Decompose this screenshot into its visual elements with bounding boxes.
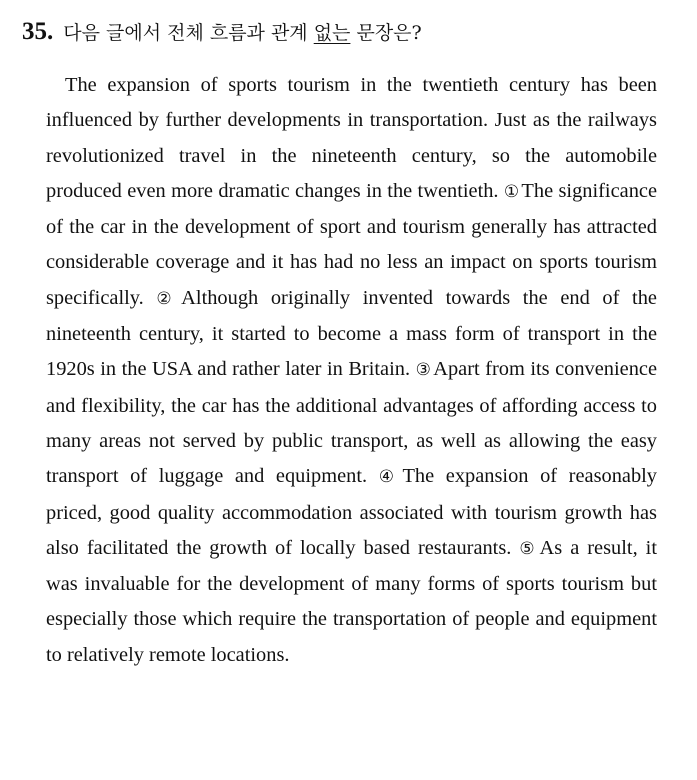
sentence-3: Apart from its convenience and flexibility, the car has the additional advantages of affording access to many areas not served by public transport, as well as allowing the easy transport of luggage and equipment. xyxy=(46,358,657,488)
passage xyxy=(46,68,657,673)
question-header xyxy=(22,12,682,52)
question-stem-underlined: 없는 xyxy=(313,22,351,44)
choice-marker-3: ③ xyxy=(415,360,432,381)
question-stem xyxy=(63,22,421,44)
question-number: 35. xyxy=(22,18,54,45)
sentence-4: The expansion of reasonably priced, good quality accommodation associated with tourism growth has also facilitated the growth of locally based restaurants. xyxy=(46,465,657,559)
question-stem-end: 문장은? xyxy=(350,22,422,44)
sentence-5: As a result, it was invaluable for the development of many forms of sports tourism but especially those which require the transportation of people and equipment to relatively remote locations. xyxy=(46,536,657,666)
passage-intro: The expansion of sports tourism in the twentieth century has been influenced by further developments in transportation. Just as the railways revolutionized travel in the nineteenth century, so the automobile produced even more dramatic changes in the twentieth. xyxy=(46,74,657,202)
choice-marker-2: ② xyxy=(156,288,180,309)
choice-marker-1: ① xyxy=(503,181,520,202)
sentence-1: The significance of the car in the development of sport and tourism generally has attracted considerable coverage and it has had no less an impact on sports tourism specifically. xyxy=(46,179,657,309)
sentence-2: Although originally invented towards the end of the nineteenth century, it started to become a mass form of transport in the 1920s in the USA and rather later in Britain. xyxy=(46,286,657,381)
choice-marker-5: ⑤ xyxy=(519,538,538,559)
choice-marker-4: ④ xyxy=(378,467,401,488)
question-stem-start: 다음 글에서 전체 흐름과 관계 xyxy=(63,22,314,44)
